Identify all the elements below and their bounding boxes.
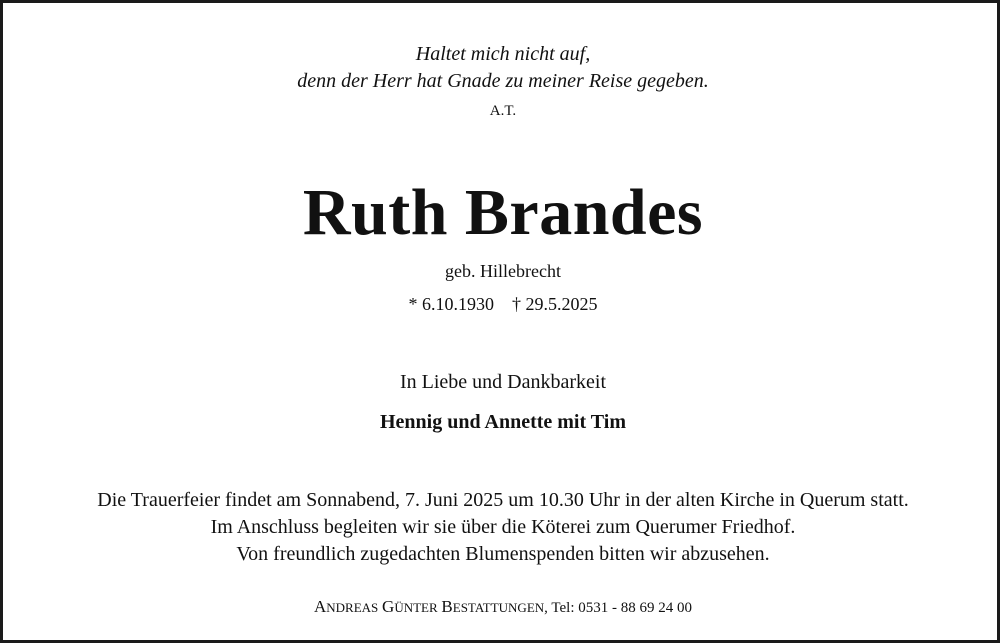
life-dates [3, 294, 1000, 315]
quote-source: A.T. [489, 103, 517, 119]
service-line-2: Im Anschluss begleiten wir sie über die Köterei zum Querumer Friedhof. [210, 516, 796, 538]
service-line-3: Von freundlich zugedachten Blumenspenden bitten wir abzusehen. [236, 543, 770, 565]
death-date: † 29.5.2025 [512, 294, 598, 314]
maiden-name: geb. Hillebrecht [445, 261, 561, 281]
quote-line-1: Haltet mich nicht auf, [415, 43, 591, 65]
funeral-home: ANDREAS GÜNTER BESTATTUNGEN, Tel: 0531 - 88 69 24 00 [313, 597, 692, 616]
funeral-home-phone: , Tel: 0531 - 88 69 24 00 [544, 600, 692, 616]
birth-date: * 6.10.1930 [408, 294, 494, 314]
quote-line-2: denn der Herr hat Gnade zu meiner Reise gegeben. [297, 70, 709, 92]
mourners-names: Hennig und Annette mit Tim [380, 411, 626, 433]
deceased-name: Ruth Brandes [302, 176, 704, 249]
mourners-intro: In Liebe und Dankbarkeit [399, 371, 607, 393]
service-line-1: Die Trauerfeier findet am Sonnabend, 7. Juni 2025 um 10.30 Uhr in der alten Kirche in Querum statt. [97, 489, 909, 511]
